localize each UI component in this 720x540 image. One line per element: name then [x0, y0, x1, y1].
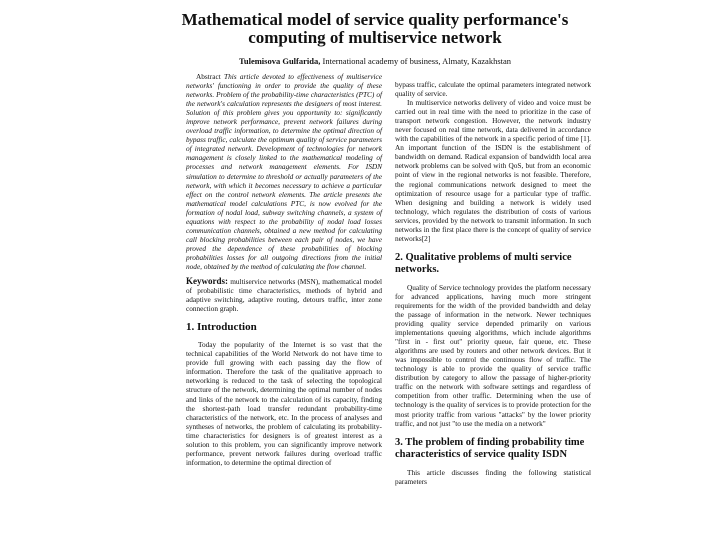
abstract-text: This article devoted to effectiveness of multiservice networks' functioning in order to provide the quality of these networks. Problem of the probability-time characteristics (PTC) of the network's calculation represents the designers of most interest. Solution of this problem gives you opportunity to: significantly improve network performance, prevent network failures during overload traffic information, to determine the optimal direction of bypass traffic, calculate the optimum quality of service parameters of integrated network. Development of technologies for network management is closely linked to the mathematical modeling of processes and network management elements. For ISDN simulation to determine to threshold or actually parameters of the network, with which it becomes necessary to achieve a particular effect on the control network elements. The article presents the mathematical model calculations PTC, is now evolved for the formation of nodal load, subway switching channels, a system of equations with respect to the probability of nodal load losses communication channels, obtained a new method for calculating call blocking probabilities between each pair of nodes, we have proved the dependence of these probabilities of blocking probabilities losses for all outgoing directions from the initial node, obtained by the method of calculating the flow channel.	[186, 72, 382, 271]
statistical-parameters-paragraph: This article discusses finding the following statistical parameters	[395, 467, 591, 486]
title-line-1: Mathematical model of service quality performance's	[181, 10, 569, 29]
keywords	[186, 277, 382, 313]
abstract	[186, 72, 382, 271]
qos-paragraph: Quality of Service technology provides the platform necessary for advanced applications, having much more stringent requirements for the width of the provided bandwidth and delay the passage of information in the network. Newer techniques providing quality service depended primarily on various implementations queuing algorithms, which include algorithms "first in - first out" priority queue, fair queue, etc. These algorithms are used by routers and other network devices. But it was impossible to control the continuous flow of traffic. The technology is able to provide the quality of service traffic distribution by category to allow the passage of higher-priority traffic on the network with software settings and regardless of competition from other traffic. Determining when the use of technology is the quality of services is to provide protection for the most priority traffic from various "attacks" by the lower priority traffic, and not just "to use the media on a network"	[395, 282, 591, 428]
title-line-2: computing of multiservice network	[248, 28, 502, 47]
author-name: Tulemisova Gulfarida,	[238, 56, 321, 66]
keywords-text: multiservice networks (MSN), mathematical model of probabilistic time characteristics, methods of hybrid and adaptive switching, adaptive routing, detours traffic, inter zone connection graph.	[186, 277, 383, 314]
left-column	[186, 72, 382, 467]
section-heading-probability-time: 3. The problem of finding probability time characteristics of service quality ISDN	[395, 436, 585, 460]
paper-title	[170, 11, 580, 47]
abstract-label: Abstract	[196, 72, 221, 81]
section-heading-introduction: 1. Introduction	[186, 321, 257, 334]
multiservice-paragraph: In multiservice networks delivery of video and voice must be carried out in real time with the need to prioritize in the case of transport network congestion. However, the network industry never focused on real time network, data delivered in accordance with the capabilities of the network in a specific period of time [1]. An important function of the ISDN is the establishment of bandwidth on demand. Radical expansion of bandwidth local area network problems can be solved with QoS, but from an economic point of view in the regional networks is not feasible. Therefore, the regional communications network designed to meet the optimization of resource usage for a particular type of traffic. When designing and building a network is widely used technology, which regulates the distribution of costs of various services, provided by the network to transmit information. In such networks in the first place there is the concept of quality of service networks[2]	[395, 98, 591, 243]
author-affiliation: International academy of business, Almaty, Kazakhstan	[322, 56, 512, 66]
section-heading-qualitative-problems: 2. Qualitative problems of multi service networks.	[395, 251, 572, 275]
introduction-paragraph: Today the popularity of the Internet is so vast that the technical capabilities of the World Network do not have time to provide full growing with each passing day the flow of information. Therefore the task of the qualitative approach to networking is reduced to the task of selecting the topological structure of the network, determining the optimal number of nodes and links of the network to the calculation of its capacity, finding the shortest-path load transfer redundant probability-time characteristics of the network, etc. In the process of analyses and syntheses of networks, the problem of calculating its probability-time characteristics for designers is of greatest interest as a solution to this problem, you can significantly improve network performance, prevent network failures during overload traffic information, to determine the optimal direction of	[186, 340, 382, 467]
right-column	[395, 80, 591, 486]
author-line	[170, 56, 580, 66]
keywords-label: Keywords:	[186, 276, 228, 287]
continued-paragraph: bypass traffic, calculate the optimal parameters integrated network quality of service.	[395, 80, 591, 99]
